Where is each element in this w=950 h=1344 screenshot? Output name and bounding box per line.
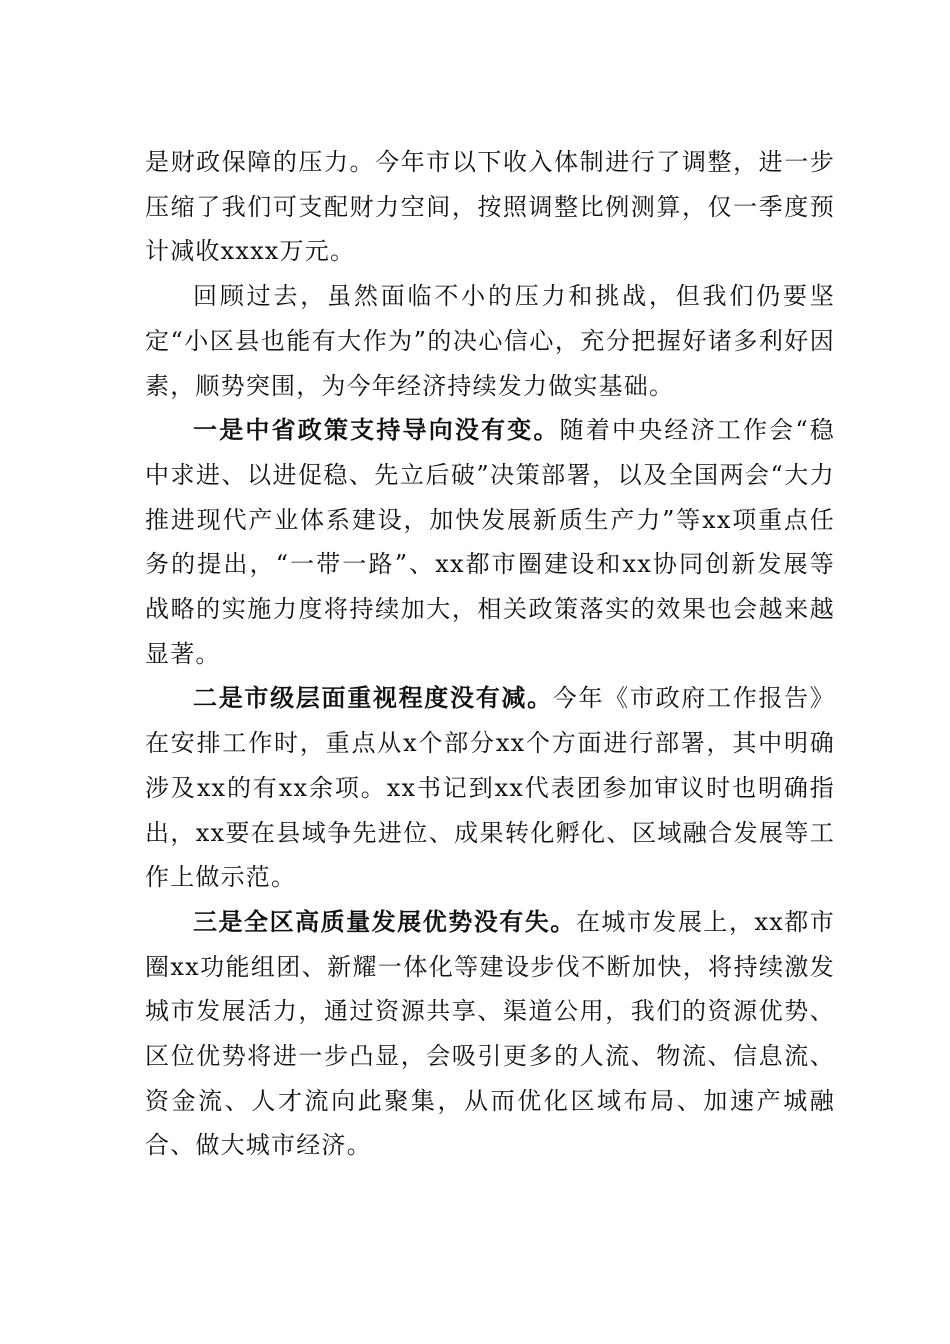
document-body <box>145 140 835 1168</box>
paragraph-review <box>145 274 835 408</box>
paragraph-continuation <box>145 140 835 274</box>
paragraph-text: 是财政保障的压力。今年市以下收入体制进行了调整，进一步压缩了我们可支配财力空间，按照调整比例测算，仅一季度预计减收xxxx万元。 <box>145 148 835 266</box>
paragraph-lead-heading: 二是市级层面重视程度没有减。 <box>193 683 553 713</box>
paragraph-text: 今年《市政府工作报告》在安排工作时，重点从x个部分xx个方面进行部署，其中明确涉及xx的有xx余项。xx书记到xx代表团参加审议时也明确指出，xx要在县域争先进位、成果转化孵化、区域融合发展等工作上做示范。 <box>145 684 835 892</box>
paragraph-lead-heading: 三是全区高质量发展优势没有失。 <box>193 906 576 936</box>
paragraph-point-three <box>145 900 835 1168</box>
paragraph-text: 在城市发展上，xx都市圈xx功能组团、新耀一体化等建设步伐不断加快，将持续激发城市发展活力，通过资源共享、渠道公用，我们的资源优势、区位优势将进一步凸显，会吸引更多的人流、物流、信息流、资金流、人才流向此聚集，从而优化区域布局、加速产城融合、做大城市经济。 <box>145 907 835 1160</box>
paragraph-lead-heading: 一是中省政策支持导向没有变。 <box>193 415 560 445</box>
paragraph-point-two <box>145 676 835 900</box>
paragraph-point-one <box>145 408 835 676</box>
paragraph-text: 随着中央经济工作会“稳中求进、以进促稳、先立后破”决策部署，以及全国两会“大力推进现代产业体系建设，加快发展新质生产力”等xx项重点任务的提出，“一带一路”、xx都市圈建设和xx协同创新发展等战略的实施力度将持续加大，相关政策落实的效果也会越来越显著。 <box>145 416 835 668</box>
paragraph-text: 回顾过去，虽然面临不小的压力和挑战，但我们仍要坚定“小区县也能有大作为”的决心信心，充分把握好诸多利好因素，顺势突围，为今年经济持续发力做实基础。 <box>145 282 835 400</box>
